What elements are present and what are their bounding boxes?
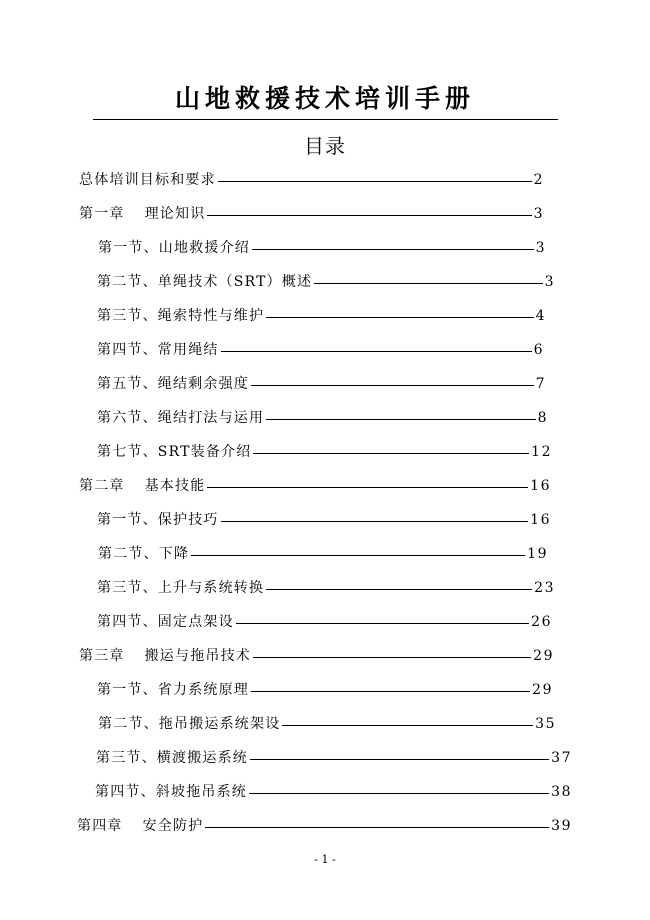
toc-entry-page: 37: [551, 750, 572, 766]
toc-entry-title: [79, 473, 205, 499]
chapter-title: 搬运与拖吊技术: [144, 648, 252, 664]
toc-entry[interactable]: [97, 303, 546, 329]
toc-entry-title: 第三节、横渡搬运系统: [96, 750, 248, 766]
toc-entry-page: 39: [551, 818, 572, 834]
toc-entry-page: 35: [535, 716, 556, 732]
toc-leader: [252, 249, 534, 250]
toc-entry-title: [77, 813, 203, 839]
toc-entry[interactable]: [97, 677, 553, 703]
chapter-number: 第三章: [79, 648, 125, 664]
toc-entry-page: 23: [534, 580, 555, 596]
toc-entry-title: 第四节、固定点架设: [97, 614, 234, 630]
toc-entry-page: 8: [537, 410, 548, 426]
chapter-number: 第一章: [79, 206, 125, 222]
toc-entry-title: 第二节、拖吊搬运系统架设: [98, 716, 281, 732]
toc-leader: [253, 453, 529, 454]
toc-entry-page: 4: [535, 308, 546, 324]
toc-leader: [266, 317, 533, 318]
toc-entry-page: 16: [530, 512, 551, 528]
chapter-title: 安全防护: [142, 818, 204, 834]
toc-entry[interactable]: [97, 575, 555, 601]
toc-leader: [205, 827, 549, 828]
toc-entry[interactable]: [98, 711, 556, 737]
toc-leader: [221, 521, 529, 522]
toc-entry-title: 第一节、山地救援介绍: [98, 240, 250, 256]
toc-entry-title: 第一节、保护技巧: [97, 512, 219, 528]
toc-entry[interactable]: [97, 439, 552, 465]
toc-leader: [282, 725, 533, 726]
toc-entry-title: [79, 643, 251, 669]
toc-entry-page: 3: [533, 206, 544, 222]
toc-entry[interactable]: [97, 269, 555, 295]
document-title: 山地救援技术培训手册: [174, 84, 475, 113]
page-number-footer: - 1 -: [314, 853, 336, 866]
toc-entry-page: 7: [535, 376, 546, 392]
toc-entry-page: 6: [533, 342, 544, 358]
toc-entry[interactable]: [97, 337, 544, 363]
title-underline: [93, 119, 558, 120]
toc-entry[interactable]: [79, 201, 544, 227]
toc-leader: [236, 623, 529, 624]
toc-leader: [221, 351, 532, 352]
toc-entry[interactable]: [97, 371, 546, 397]
toc-leader: [207, 215, 531, 216]
toc-entry-title: 第三节、上升与系统转换: [97, 580, 265, 596]
toc-entry-page: 16: [530, 478, 551, 494]
toc-entry-page: 29: [532, 682, 553, 698]
toc-entry[interactable]: [79, 473, 551, 499]
toc-entry-page: 38: [551, 784, 572, 800]
toc-leader: [266, 419, 535, 420]
toc-entry-title: 第三节、绳索特性与维护: [97, 308, 265, 324]
toc-entry-page: 19: [527, 546, 548, 562]
toc-entry[interactable]: [96, 745, 572, 771]
toc-entry-title: 第二节、下降: [98, 546, 190, 562]
chapter-title: 基本技能: [144, 478, 206, 494]
toc-entry[interactable]: [77, 813, 572, 839]
toc-leader: [207, 487, 528, 488]
toc-entry[interactable]: [98, 235, 546, 261]
toc-entry-page: 3: [544, 274, 555, 290]
toc-entry-title: 第二节、单绳技术（SRT）概述: [97, 274, 313, 290]
toc-leader: [218, 181, 532, 182]
toc-entry[interactable]: [97, 609, 552, 635]
toc-entry-title: 第六节、绳结打法与运用: [97, 410, 265, 426]
toc-leader: [266, 589, 532, 590]
toc-entry[interactable]: [95, 779, 572, 805]
toc-entry-page: 12: [531, 444, 552, 460]
toc-entry-title: 第七节、SRT装备介绍: [97, 444, 252, 460]
toc-leader: [249, 793, 549, 794]
chapter-title: 理论知识: [144, 206, 206, 222]
toc-entry-page: 2: [533, 172, 544, 188]
toc-entry[interactable]: [98, 541, 548, 567]
toc-entry-page: 3: [535, 240, 546, 256]
toc-entry-title: 第四节、斜坡拖吊系统: [95, 784, 247, 800]
toc-heading: 目录: [304, 134, 346, 158]
toc-leader: [250, 759, 549, 760]
chapter-number: 第四章: [77, 818, 123, 834]
toc-entry[interactable]: [97, 507, 551, 533]
toc-leader: [314, 283, 542, 284]
toc-leader: [253, 657, 531, 658]
toc-entry-page: 29: [533, 648, 554, 664]
chapter-number: 第二章: [79, 478, 125, 494]
toc-entry-title: [79, 201, 205, 227]
toc-entry-title: 第五节、绳结剩余强度: [97, 376, 249, 392]
toc-entry-title: 第一节、省力系统原理: [97, 682, 249, 698]
toc-leader: [191, 555, 525, 556]
toc-leader: [251, 691, 530, 692]
toc-entry[interactable]: [79, 167, 544, 193]
toc-entry-title: 第四节、常用绳结: [97, 342, 219, 358]
toc-entry-title: 总体培训目标和要求: [79, 172, 216, 188]
toc-leader: [251, 385, 534, 386]
toc-entry[interactable]: [97, 405, 548, 431]
toc-entry[interactable]: [79, 643, 554, 669]
toc-entry-page: 26: [531, 614, 552, 630]
